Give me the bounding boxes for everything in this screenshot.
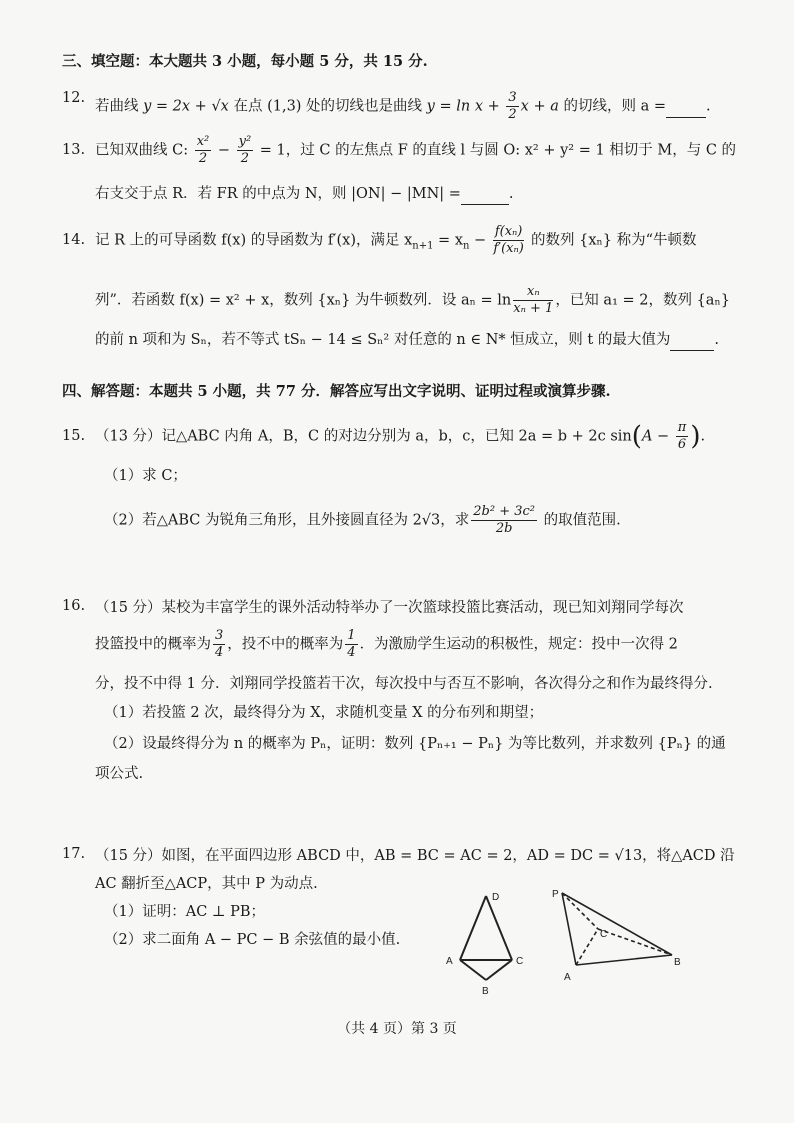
q16-line3: 分，投不中得 1 分．刘翔同学投篮若干次，每次投中与否互不影响，各次得分之和作为最终得分.: [95, 676, 713, 692]
q16-line2: 投篮投中的概率为 $\frac{3}{4}$ ，投不中的概率为 $\frac{1}{4}$ ．为激励学生运动的积极性，规定：投中一次得 2: [95, 628, 678, 660]
edge-cb: [598, 929, 672, 955]
label-a: A: [564, 972, 571, 983]
edge-ab: [460, 960, 486, 980]
q15-number: 15.: [62, 428, 86, 444]
q14-line2: 列”．若函数 f(x) = x² + x，数列 {xₙ} 为牛顿数列．设 aₙ = ln $\frac{\text{xₙ}}{\text{xₙ + 1}}$ ，已知 a₁ = 2，数列 {aₙ}: [95, 284, 730, 316]
q14-number: 14.: [62, 232, 86, 248]
q13-number: 13.: [62, 142, 86, 158]
q12-text: 若曲线 y = 2x + √x 在点 (1,3) 处的切线也是曲线 y = ln x + $\frac{3}{2}$ x + a 的切线，则 a = .: [95, 90, 711, 122]
q17-line2: AC 翻折至△ACP，其中 P 为动点.: [95, 876, 318, 892]
q14-log-fraction: $\frac{\text{xₙ}}{\text{xₙ + 1}}$: [513, 284, 554, 316]
q12-text-a: 若曲线: [95, 98, 144, 115]
q15-part2: （2）若△ABC 为锐角三角形，且外接圆直径为 2√3，求 $\frac{\text{2b² + 3c²}}{2b}$ 的取值范围.: [104, 504, 621, 536]
page-footer: （共 4 页）第 3 页: [337, 1021, 457, 1037]
q12-curve2-b: x + a: [520, 98, 559, 115]
label-p: P: [552, 889, 559, 900]
edge-ab: [576, 955, 672, 965]
label-a: A: [446, 956, 453, 967]
q16-line1: （15 分）某校为丰富学生的课外活动特举办了一次篮球投篮比赛活动，现已知刘翔同学每次: [95, 600, 684, 616]
q13-fraction-x: $\frac{\text{x²}}{2}$: [196, 134, 210, 166]
label-b: B: [674, 957, 681, 968]
q12-answer-blank: [666, 97, 706, 118]
q16-number: 16.: [62, 598, 86, 614]
q16-part1: （1）若投篮 2 次，最终得分为 X，求随机变量 X 的分布列和期望；: [104, 705, 544, 721]
label-c: C: [516, 956, 524, 967]
edge-cb: [486, 960, 512, 980]
q12-text-b: 在点 (1,3) 处的切线也是曲线: [228, 98, 427, 115]
q17-part1: （1）证明：AC ⊥ PB；: [104, 904, 266, 920]
label-c: C: [600, 929, 608, 940]
q12-fraction: $\frac{3}{2}$: [508, 90, 517, 122]
q16-part2-end: 项公式.: [95, 766, 144, 782]
figure-tetrahedron-pabc: [550, 885, 690, 985]
label-d: D: [492, 892, 500, 903]
q14-newton-fraction: $\frac{\text{f(xₙ)}}{\text{f′(xₙ)}}$: [493, 224, 524, 256]
q13-fraction-y: $\frac{\text{y²}}{2}$: [238, 134, 252, 166]
q13-text: 已知双曲线 C: $\frac{\text{x²}}{2}$ − $\frac{\text{y²}}{2}$ = 1，过 C 的左焦点 F 的直线 l 与圆 O: x² + y² = 1 相切于 M，与 C 的: [95, 134, 737, 166]
edge-pb: [562, 893, 672, 955]
q16-prob-hit: $\frac{3}{4}$: [215, 628, 224, 660]
q12-text-c: 的切线，则 a =: [558, 98, 666, 115]
edge-da: [460, 896, 486, 960]
q17-number: 17.: [62, 846, 86, 862]
q14-line3: 的前 n 项和为 Sₙ，若不等式 tSₙ − 14 ≤ Sₙ² 对任意的 n ∈ N* 恒成立，则 t 的最大值为 .: [95, 330, 719, 351]
edge-dc: [486, 896, 512, 960]
q13-answer-blank: [461, 184, 509, 205]
q12-curve1: y = 2x + √x: [143, 98, 229, 115]
section-3-header: 三、填空题：本大题共 3 小题，每小题 5 分，共 15 分.: [62, 53, 428, 70]
q14-answer-blank: [670, 330, 714, 351]
q15-pi-fraction: $\frac{\pi}{6}$: [677, 420, 687, 452]
q14-line1: 记 R 上的可导函数 f(x) 的导函数为 f′(x)，满足 $x_{n+1} = x_n$ − $\frac{\text{f(xₙ)}}{\text{f′(xₙ)}}$ 的数列 {xₙ} 称为“牛顿数: [95, 224, 697, 256]
section-4-header: 四、解答题：本题共 5 小题，共 77 分．解答应写出文字说明、证明过程或演算步骤.: [62, 383, 611, 400]
q16-prob-miss: $\frac{1}{4}$: [347, 628, 356, 660]
q13-line2: 右支交于点 R．若 FR 的中点为 N，则 |ON| − |MN| = .: [95, 184, 514, 205]
q17-part2: （2）求二面角 A − PC − B 余弦值的最小值.: [104, 932, 401, 948]
q15-part1: （1）求 C；: [104, 468, 187, 484]
edge-ac: [576, 929, 598, 965]
q12-curve2-a: y = ln x +: [426, 98, 505, 115]
figure-quadrilateral-abcd: [440, 888, 540, 1003]
q17-line1: （15 分）如图，在平面四边形 ABCD 中，AB = BC = AC = 2，AD = DC = √13，将△ACD 沿: [95, 848, 735, 864]
q15-expression-fraction: $\frac{\text{2b² + 3c²}}{2b}$: [473, 504, 536, 536]
label-b: B: [482, 986, 489, 997]
q16-part2: （2）设最终得分为 n 的概率为 Pₙ，证明：数列 {Pₙ₊₁ − Pₙ} 为等比数列，并求数列 {Pₙ} 的通: [104, 736, 726, 752]
q12-number: 12.: [62, 90, 86, 106]
q15-line1: （13 分）记△ABC 内角 A，B，C 的对边分别为 a，b，c，已知 2a = b + 2c sin(A − $\frac{\pi}{6}$ ).: [95, 420, 706, 452]
